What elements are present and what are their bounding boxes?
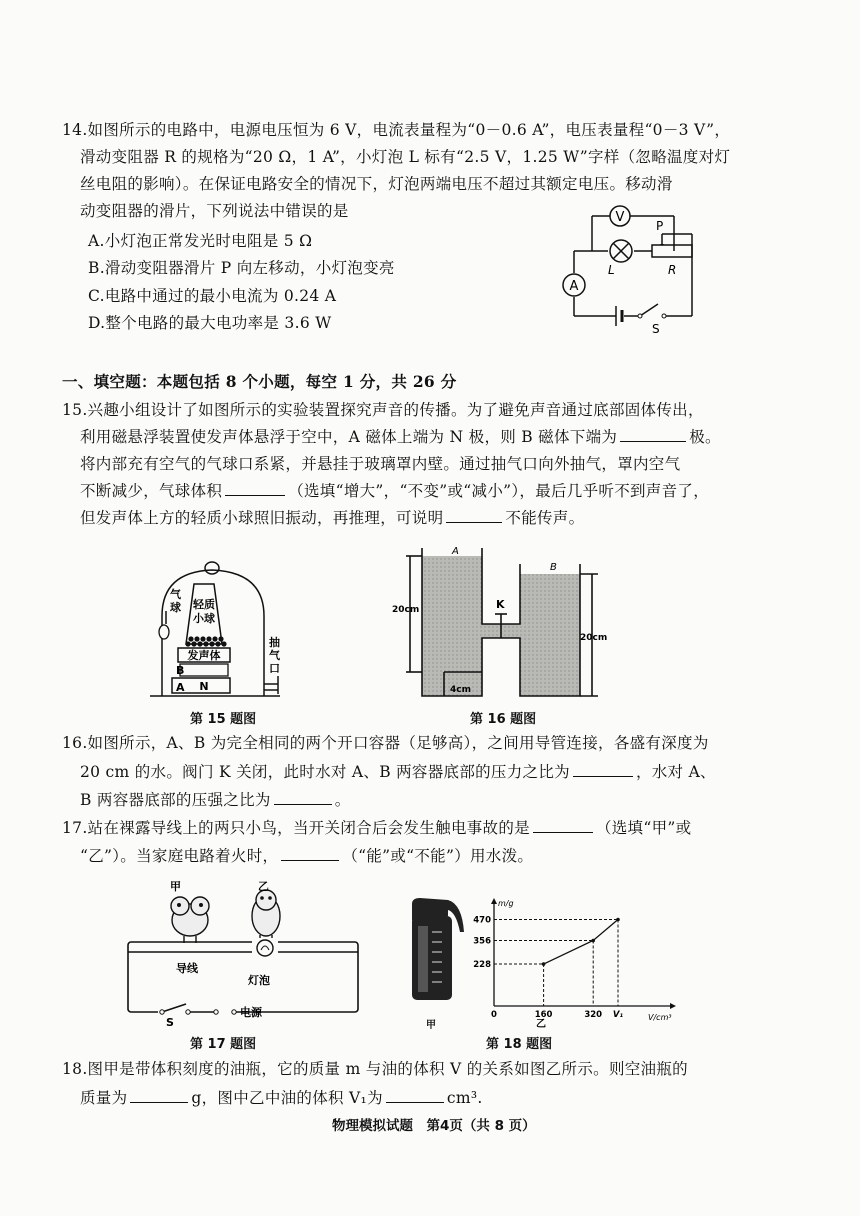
magnet-a-label: A — [176, 681, 185, 694]
section-title: 一、填空题：本题包括 8 个小题，每空 1 分，共 26 分 — [62, 372, 457, 391]
q18-line-2: 质量为 g，图中乙中油的体积 V₁为 cm³. — [80, 1089, 483, 1107]
resistor-label: R — [668, 263, 677, 277]
q16-line-3: B 两容器底部的压强之比为 。 — [80, 791, 351, 809]
lamp-label: L — [608, 263, 615, 277]
fig18-caption: 第 18 题图 — [486, 1037, 553, 1052]
switch-s-label: S — [166, 1016, 174, 1029]
ytick-1: 356 — [473, 936, 491, 947]
magnet-n-label: N — [199, 680, 209, 693]
bird-jia-icon — [171, 897, 209, 943]
q15-blank-2[interactable] — [225, 481, 285, 496]
series-line — [544, 920, 618, 965]
svg-text:气: 气 — [269, 649, 280, 662]
xtick-3: V₁ — [612, 1010, 624, 1020]
q15-line-4: 不断减少，气球体积 （选填“增大”，“不变”或“减小”），最后几乎听不到声音了， — [80, 482, 709, 500]
container-a-label: A — [452, 546, 459, 557]
bird-jia-label: 甲 — [170, 880, 181, 893]
fig15-caption: 第 15 题图 — [190, 712, 257, 727]
fig17-caption: 第 17 题图 — [190, 1037, 257, 1052]
ytick-2: 470 — [473, 915, 491, 926]
q17-blank-2[interactable] — [281, 846, 339, 861]
svg-text:抽: 抽 — [269, 636, 280, 649]
svg-text:轻质: 轻质 — [193, 598, 215, 611]
magnet-b-label: B — [176, 664, 185, 677]
chart-ylabel: m/g — [498, 899, 514, 908]
fig18-yi-label: 乙 — [536, 1019, 546, 1030]
q15-line-1: 15.兴趣小组设计了如图所示的实验装置探究声音的传播。为了避免声音通过底部固体传出， — [62, 401, 704, 419]
q16-line-2: 20 cm 的水。阀门 K 关闭，此时水对 A、B 两容器底部的压力之比为 ，水对 A、 — [80, 763, 716, 781]
xtick-2: 320 — [584, 1010, 603, 1020]
q16-blank-2[interactable] — [274, 790, 332, 805]
ammeter-label: A — [569, 279, 579, 294]
q18-line-1: 18.图甲是带体积刻度的油瓶，它的质量 m 与油的体积 V 的关系如图乙所示。则空油瓶的 — [62, 1060, 688, 1078]
q14-option-b: B.滑动变阻器滑片 P 向左移动，小灯泡变亮 — [88, 259, 395, 277]
height-b-label: 20cm — [580, 633, 608, 643]
fig16-containers — [392, 546, 622, 706]
q16-blank-1[interactable] — [573, 762, 633, 777]
chart-xlabel: V/cm³ — [648, 1013, 672, 1022]
q14-line-2: 滑动变阻器 R 的规格为“20 Ω，1 A”，小灯泡 L 标有“2.5 V，1.25 W”字样（忽略温度对灯 — [80, 148, 731, 166]
fig15-bell-jar — [148, 556, 298, 701]
fig16-caption: 第 16 题图 — [470, 712, 537, 727]
height-a-label: 20cm — [392, 605, 420, 615]
voltmeter-label: V — [615, 210, 625, 225]
xtick-1: 160 — [534, 1010, 553, 1020]
fig17-birds-circuit — [118, 876, 368, 1028]
source-label: 发声体 — [187, 649, 221, 662]
container-b-label: B — [550, 562, 557, 573]
q14-line-1: 14.如图所示的电路中，电源电压恒为 6 V，电流表量程为“0－0.6 A”，电压表量程“0－3 V”， — [62, 121, 731, 139]
bulb-icon — [257, 940, 273, 956]
oil-bottle-icon — [402, 896, 472, 1008]
q14-line-4: 动变阻器的滑片，下列说法中错误的是 — [80, 202, 349, 220]
q14-option-c: C.电路中通过的最小电流为 0.24 A — [88, 287, 337, 305]
slider-label: P — [656, 219, 664, 233]
q14-option-a: A.小灯泡正常发光时电阻是 5 Ω — [88, 232, 313, 250]
wire-label: 导线 — [176, 962, 198, 975]
q15-line-3: 将内部充有空气的气球口系紧，并悬挂于玻璃罩内壁。通过抽气口向外抽气，罩内空气 — [80, 455, 681, 473]
q15-line-5: 但发声体上方的轻质小球照旧振动，再推理，可说明 不能传声。 — [80, 509, 585, 527]
fig18-mass-volume-chart — [473, 896, 678, 1030]
q17-line-2: “乙”）。当家庭电路着火时， （“能”或“不能”）用水泼。 — [80, 847, 534, 865]
valve-k-label: K — [496, 598, 505, 611]
q14-line-3: 丝电阻的影响）。在保证电路安全的情况下，灯泡两端电压不超过其额定电压。移动滑 — [80, 175, 673, 193]
q17-blank-1[interactable] — [533, 818, 593, 833]
q16-line-1: 16.如图所示，A、B 为完全相同的两个开口容器（足够高），之间用导管连接，各盛有深度为 — [62, 734, 709, 752]
xtick-0: 0 — [491, 1010, 497, 1020]
svg-text:小球: 小球 — [193, 612, 215, 625]
q14-option-d: D.整个电路的最大电功率是 3.6 W — [88, 314, 332, 332]
balloon-label: 气球 — [170, 588, 181, 614]
q18-blank-2[interactable] — [386, 1088, 444, 1103]
page-footer: 物理模拟试题 第4页（共 8 页） — [332, 1118, 536, 1134]
ytick-0: 228 — [473, 960, 491, 971]
switch-label: S — [652, 322, 660, 336]
bird-yi-icon — [252, 890, 280, 943]
height-gap-label: 4cm — [450, 685, 471, 695]
svg-text:口: 口 — [269, 662, 280, 675]
q17-line-1: 17.站在裸露导线上的两只小鸟，当开关闭合后会发生触电事故的是 （选填“甲”或 — [62, 819, 692, 837]
q15-blank-1[interactable] — [620, 427, 686, 442]
bird-yi-label: 乙 — [258, 880, 269, 893]
fig18-jia-label: 甲 — [426, 1020, 436, 1031]
q14-circuit-diagram — [560, 196, 700, 336]
bulb-label: 灯泡 — [248, 974, 270, 987]
q15-line-2: 利用磁悬浮装置使发声体悬浮于空中，A 磁体上端为 N 极，则 B 磁体下端为 极。 — [80, 428, 721, 446]
power-source-label: 电源 — [240, 1006, 262, 1019]
q15-blank-3[interactable] — [446, 508, 502, 523]
q18-blank-1[interactable] — [130, 1088, 188, 1103]
